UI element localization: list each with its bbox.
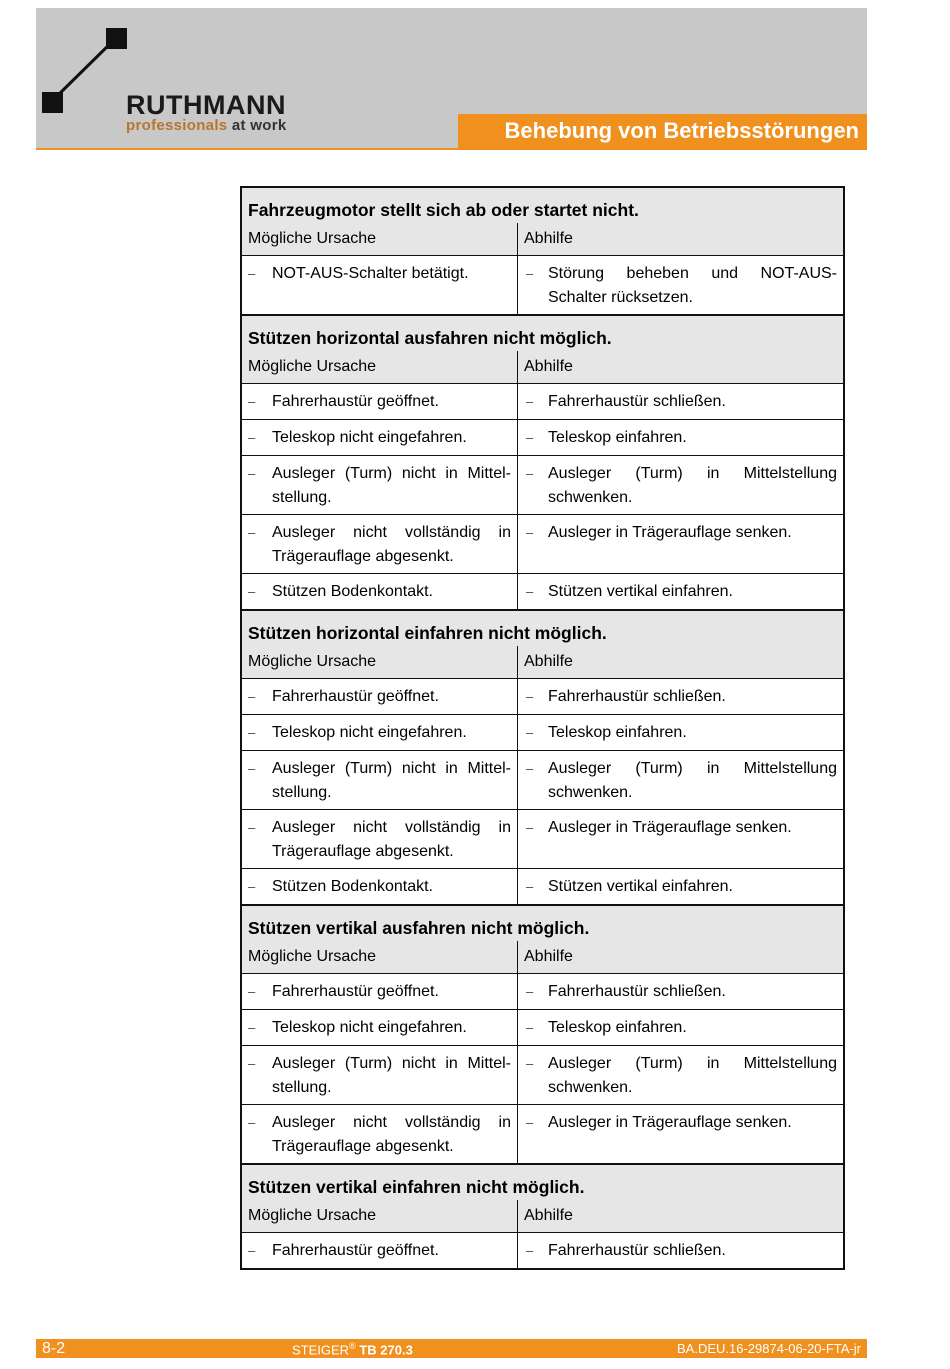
dash-bullet: – [526,761,534,776]
remedy-text: Fahrerhaustür schließen. [548,1242,726,1259]
cause-cell [242,515,518,573]
cause-text: Ausleger (Turm) nicht in Mittel-stellung. [272,465,511,506]
column-headers [242,223,843,255]
document-id: BA.DEU.16-29874-06-20-FTA-jr [677,1341,861,1356]
cause-cell [242,1046,518,1104]
remedy-text: Ausleger in Trägerauflage senken. [548,524,792,541]
dash-bullet: – [248,879,256,894]
remedy-cell [518,715,843,750]
table-row [242,255,843,314]
table-row [242,809,843,868]
cause-cell [242,715,518,750]
cause-cell [242,1233,518,1268]
dash-bullet: – [248,1020,256,1035]
table-row [242,973,843,1009]
column-header-cause: Mögliche Ursache [242,646,518,678]
section-title: Stützen vertikal einfahren nicht möglich. [248,1177,585,1197]
column-header-cause: Mögliche Ursache [242,223,518,255]
cause-text: Teleskop nicht eingefahren. [272,724,467,741]
remedy-text: Teleskop einfahren. [548,1019,687,1036]
remedy-text: Ausleger in Trägerauflage senken. [548,1114,792,1131]
column-headers [242,646,843,678]
remedy-text: Ausleger in Trägerauflage senken. [548,819,792,836]
remedy-text: Ausleger (Turm) in Mittelstellung schwenken. [548,1055,837,1096]
dash-bullet: – [248,525,256,540]
table-row [242,868,843,904]
remedy-cell [518,810,843,868]
remedy-text: Fahrerhaustür schließen. [548,393,726,410]
dash-bullet: – [526,1020,534,1035]
remedy-cell [518,679,843,714]
remedy-cell [518,1233,843,1268]
cause-cell [242,456,518,514]
dash-bullet: – [248,430,256,445]
remedy-cell [518,384,843,419]
column-headers [242,1200,843,1232]
section-title: Stützen vertikal ausfahren nicht möglich. [248,918,590,938]
section-header [242,906,843,973]
column-header-cause: Mögliche Ursache [242,1200,518,1232]
cause-text: Ausleger nicht vollständig in Trägerauflage abgesenkt. [272,819,511,860]
dash-bullet: – [248,1115,256,1130]
remedy-text: Stützen vertikal einfahren. [548,878,733,895]
remedy-cell [518,256,843,314]
cause-text: Teleskop nicht eingefahren. [272,1019,467,1036]
table-row [242,514,843,573]
remedy-cell [518,574,843,609]
remedy-text: Teleskop einfahren. [548,429,687,446]
header-rule [36,148,867,150]
remedy-cell [518,420,843,455]
table-row [242,1104,843,1163]
trouble-section [242,314,843,609]
cause-text: Ausleger nicht vollständig in Trägerauflage abgesenkt. [272,1114,511,1155]
dash-bullet: – [526,984,534,999]
cause-text: Ausleger nicht vollständig in Trägerauflage abgesenkt. [272,524,511,565]
cause-text: Stützen Bodenkontakt. [272,583,433,600]
cause-cell [242,420,518,455]
dash-bullet: – [526,525,534,540]
dash-bullet: – [526,430,534,445]
column-header-remedy: Abhilfe [524,1207,573,1224]
dash-bullet: – [248,725,256,740]
cause-cell [242,256,518,314]
troubleshooting-table [240,186,845,1270]
column-header-cause: Mögliche Ursache [242,941,518,973]
section-title: Stützen horizontal einfahren nicht möglich. [248,623,607,643]
dash-bullet: – [248,394,256,409]
table-row [242,383,843,419]
footer-bar [36,1339,867,1358]
table-row [242,678,843,714]
remedy-cell [518,869,843,904]
remedy-text: Teleskop einfahren. [548,724,687,741]
table-row [242,750,843,809]
dash-bullet: – [526,1056,534,1071]
table-row [242,573,843,609]
cause-text: Stützen Bodenkontakt. [272,878,433,895]
remedy-text: Fahrerhaustür schließen. [548,983,726,1000]
cause-cell [242,1105,518,1163]
dash-bullet: – [248,584,256,599]
remedy-text: Stützen vertikal einfahren. [548,583,733,600]
cause-text: Fahrerhaustür geöffnet. [272,688,439,705]
column-header-remedy: Abhilfe [524,358,573,375]
cause-text: Fahrerhaustür geöffnet. [272,393,439,410]
dash-bullet: – [248,984,256,999]
table-row [242,1045,843,1104]
column-header-remedy: Abhilfe [524,948,573,965]
section-title: Fahrzeugmotor stellt sich ab oder startet nicht. [248,200,639,220]
dash-bullet: – [526,394,534,409]
remedy-text: Ausleger (Turm) in Mittelstellung schwenken. [548,760,837,801]
table-row [242,1009,843,1045]
cause-cell [242,1010,518,1045]
trouble-section [242,188,843,314]
column-header-remedy: Abhilfe [524,653,573,670]
dash-bullet: – [526,689,534,704]
page-title: Behebung von Betriebsstörungen [458,114,867,148]
brand-name: RUTHMANN [126,90,286,120]
remedy-cell [518,515,843,573]
column-headers [242,351,843,383]
cause-cell [242,974,518,1009]
column-header-remedy: Abhilfe [524,230,573,247]
column-headers [242,941,843,973]
dash-bullet: – [526,1115,534,1130]
brand-tagline: professionals at work [126,117,287,134]
dash-bullet: – [526,466,534,481]
dash-bullet: – [248,1243,256,1258]
remedy-cell [518,974,843,1009]
dash-bullet: – [248,466,256,481]
remedy-cell [518,1105,843,1163]
dash-bullet: – [248,761,256,776]
remedy-text: Störung beheben und NOT-AUS-Schalter rücksetzen. [548,265,837,306]
remedy-text: Ausleger (Turm) in Mittelstellung schwenken. [548,465,837,506]
section-header [242,611,843,678]
cause-text: Fahrerhaustür geöffnet. [272,983,439,1000]
dash-bullet: – [526,1243,534,1258]
cause-cell [242,810,518,868]
section-header [242,188,843,255]
dash-bullet: – [526,584,534,599]
cause-cell [242,679,518,714]
remedy-cell [518,1046,843,1104]
dash-bullet: – [526,725,534,740]
cause-cell [242,384,518,419]
table-row [242,455,843,514]
cause-cell [242,751,518,809]
dash-bullet: – [526,820,534,835]
remedy-cell [518,751,843,809]
section-title: Stützen horizontal ausfahren nicht möglich. [248,328,612,348]
cause-cell [242,869,518,904]
dash-bullet: – [248,689,256,704]
dash-bullet: – [526,266,534,281]
section-header [242,316,843,383]
cause-cell [242,574,518,609]
table-row [242,419,843,455]
dash-bullet: – [526,879,534,894]
section-header [242,1165,843,1232]
cause-text: NOT-AUS-Schalter betätigt. [272,265,469,282]
table-row [242,1232,843,1268]
model-label: STEIGER® TB 270.3 [292,1341,413,1358]
page-number: 8-2 [42,1340,66,1357]
table-row [242,714,843,750]
trouble-section [242,1163,843,1268]
column-header-cause: Mögliche Ursache [242,351,518,383]
remedy-cell [518,1010,843,1045]
cause-text: Fahrerhaustür geöffnet. [272,1242,439,1259]
dash-bullet: – [248,820,256,835]
cause-text: Ausleger (Turm) nicht in Mittel-stellung. [272,1055,511,1096]
remedy-cell [518,456,843,514]
dash-bullet: – [248,266,256,281]
trouble-section [242,609,843,904]
trouble-section [242,904,843,1163]
cause-text: Teleskop nicht eingefahren. [272,429,467,446]
remedy-text: Fahrerhaustür schließen. [548,688,726,705]
dash-bullet: – [248,1056,256,1071]
cause-text: Ausleger (Turm) nicht in Mittel-stellung. [272,760,511,801]
